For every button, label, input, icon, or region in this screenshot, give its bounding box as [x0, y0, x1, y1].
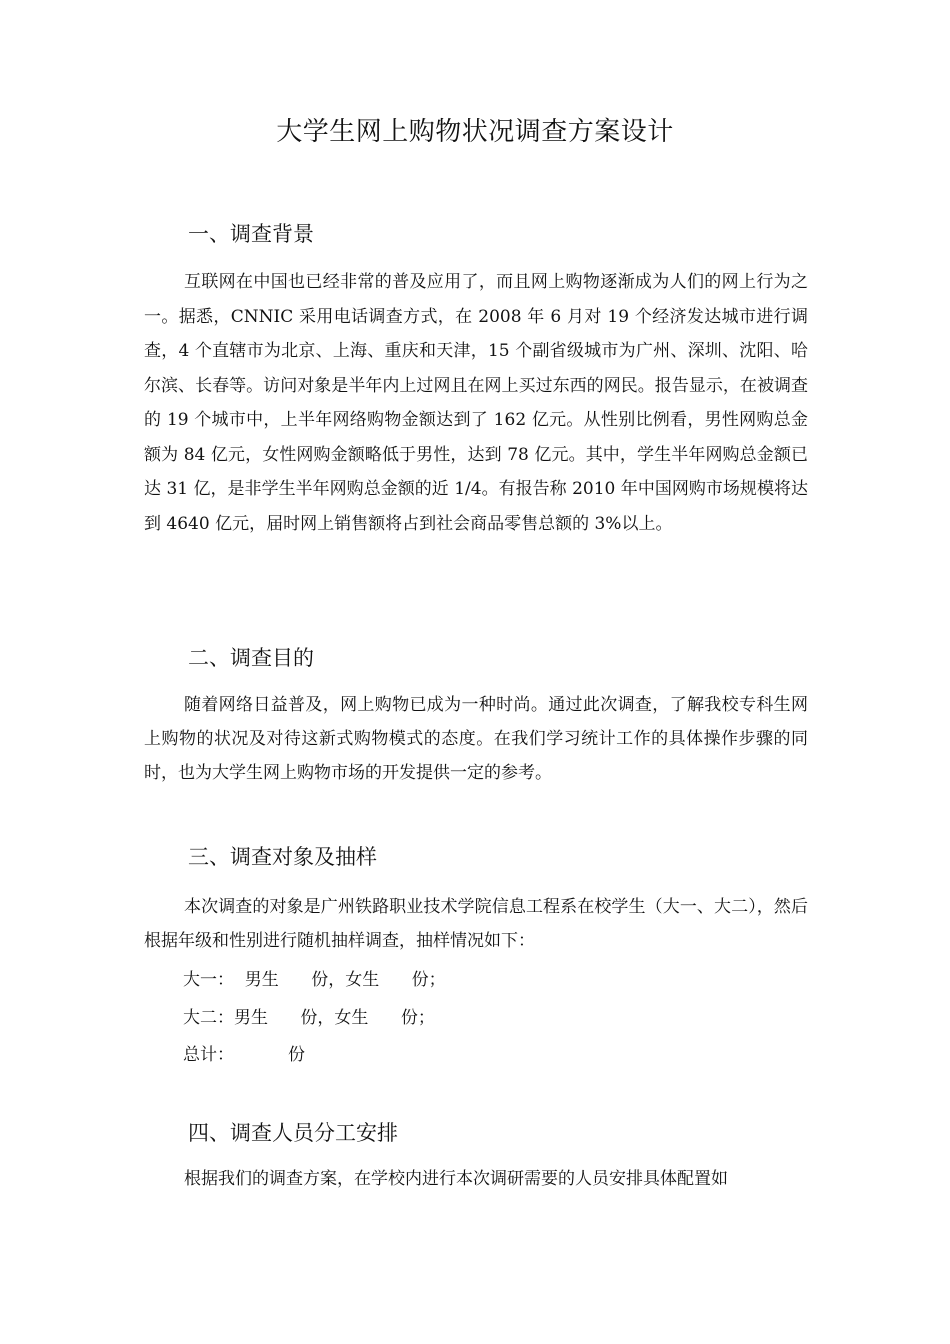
- section-paragraph-purpose: 随着网络日益普及，网上购物已成为一种时尚。通过此次调查，了解我校专科生网上购物的状况及对待这新式购物模式的态度。在我们学习统计工作的具体操作步骤的同时，也为大学生网上购物市场的开发提供一定的参考。: [144, 695, 808, 783]
- section-paragraph-staffing: 根据我们的调查方案，在学校内进行本次调研需要的人员安排具体配置如: [184, 1169, 728, 1189]
- section-paragraph-sampling: 本次调查的对象是广州铁路职业技术学院信息工程系在校学生（大一、大二），然后根据年级和性别进行随机抽样调查，抽样情况如下：: [144, 897, 808, 951]
- sample-line-sophomore: 大二：男生 份，女生 份；: [183, 1008, 435, 1028]
- sample-line-total: 总计： 份: [183, 1045, 306, 1065]
- sample-line-freshman: 大一： 男生 份，女生 份；: [183, 970, 446, 990]
- section-heading-purpose: 二、调查目的: [188, 646, 314, 670]
- section-heading-background: 一、调查背景: [188, 222, 314, 246]
- section-paragraph-background: 互联网在中国也已经非常的普及应用了，而且网上购物逐渐成为人们的网上行为之一。据悉，CNNIC 采用电话调查方式，在 2008 年 6 月对 19 个经济发达城市进行调查，4 个直辖市为北京、上海、重庆和天津，15 个副省级城市为广州、深圳、沈阳、哈尔滨、长春等。访问对象是半年内上过网且在网上买过东西的网民。报告显示，在被调查的 19 个城市中，上半年网络购物金额达到了 162 亿元。从性别比例看，男性网购总金额为 84 亿元，女性网购金额略低于男性，达到 78 亿元。其中，学生半年网购总金额已达 31 亿，是非学生半年网购总金额的近 1/4。有报告称 2010 年中国网购市场规模将达到 4640 亿元，届时网上销售额将占到社会商品零售总额的 3%以上。: [144, 272, 808, 534]
- section-heading-sampling: 三、调查对象及抽样: [188, 845, 377, 869]
- section-heading-staffing: 四、调查人员分工安排: [188, 1121, 398, 1145]
- document-title: 大学生网上购物状况调查方案设计: [276, 117, 674, 147]
